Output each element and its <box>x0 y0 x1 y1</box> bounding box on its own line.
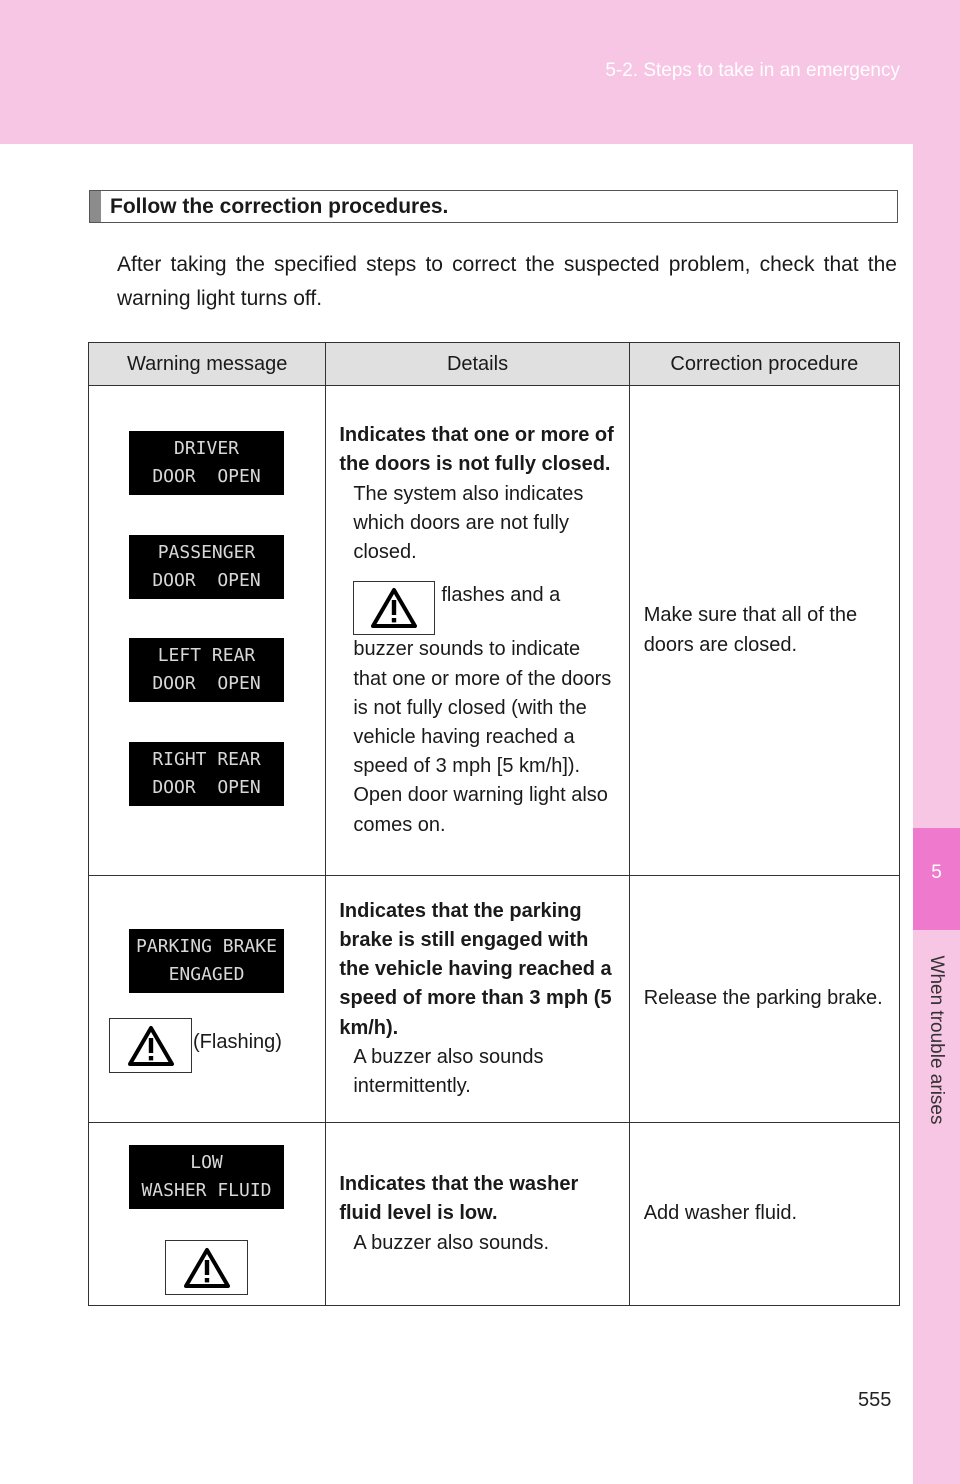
step-heading-box <box>89 190 898 223</box>
table-row-washer-fluid <box>89 1123 900 1306</box>
page-number: 555 <box>858 1389 892 1411</box>
warning-message-cell <box>89 876 326 1123</box>
warning-triangle-icon <box>165 1240 248 1295</box>
lcd-passenger-door-open <box>129 535 284 599</box>
detail-text: A buzzer also sounds. <box>353 1231 550 1254</box>
chapter-side-tab <box>913 144 960 1484</box>
detail-summary: Indicates that the washer fluid level is low. <box>339 1173 579 1225</box>
lcd-line: DOOR OPEN <box>152 570 261 591</box>
lcd-line: RIGHT REAR <box>152 749 261 770</box>
detail-summary: Indicates that one or more of the doors is not fully closed. <box>339 424 614 476</box>
warning-message-cell <box>89 386 326 876</box>
section-title: 5-2. Steps to take in an emergency <box>605 60 900 81</box>
step-heading: Follow the correction procedures. <box>110 195 449 218</box>
flashing-label: (Flashing) <box>193 1031 282 1053</box>
details-cell <box>326 876 629 1123</box>
correction-cell: Add washer fluid. <box>629 1123 899 1306</box>
lcd-right-rear-door-open <box>129 742 284 806</box>
lcd-parking-brake-engaged <box>129 929 284 993</box>
detail-text-with-icon <box>339 581 618 781</box>
correction-cell: Make sure that all of the doors are closed. <box>629 386 899 876</box>
lcd-line: DOOR OPEN <box>152 466 261 487</box>
lcd-left-rear-door-open <box>129 638 284 702</box>
details-cell <box>326 386 629 876</box>
column-header-details: Details <box>326 343 629 386</box>
lcd-line: WASHER FLUID <box>141 1180 272 1201</box>
table-row-door-open <box>89 386 900 876</box>
lcd-line: PARKING BRAKE <box>136 936 277 957</box>
detail-text: Open door warning light also comes on. <box>353 784 608 836</box>
warning-triangle-icon <box>353 581 435 635</box>
warning-message-cell <box>89 1123 326 1306</box>
lcd-line: PASSENGER <box>157 542 256 563</box>
lcd-driver-door-open <box>129 431 284 495</box>
details-cell <box>326 1123 629 1306</box>
column-header-warning-message: Warning message <box>89 343 326 386</box>
detail-text: flashes and a buzzer sounds to indicate that one or more of the doors is not fully closed (with the vehicle having reached a speed of 3 mph [5 km/h]). <box>353 584 612 778</box>
lcd-line: ENGAGED <box>168 964 245 985</box>
detail-text: The system also indicates which doors are not fully closed. <box>353 482 584 564</box>
warning-table <box>88 342 900 1306</box>
intro-paragraph: After taking the specified steps to correct the suspected problem, check that the warning light turns off. <box>117 253 897 310</box>
lcd-line: DOOR OPEN <box>152 777 261 798</box>
lcd-low-washer-fluid <box>129 1145 284 1209</box>
detail-summary: Indicates that the parking brake is still engaged with the vehicle having reached a speed of more than 3 mph (5 km/h). <box>339 899 612 1039</box>
detail-text: A buzzer also sounds intermittently. <box>353 1045 544 1097</box>
table-row-parking-brake <box>89 876 900 1123</box>
lcd-line: DOOR OPEN <box>152 673 261 694</box>
lcd-line: DRIVER <box>173 438 240 459</box>
lcd-line: LOW <box>190 1152 223 1173</box>
lcd-line: LEFT REAR <box>157 645 256 666</box>
column-header-correction: Correction procedure <box>629 343 899 386</box>
warning-triangle-icon <box>109 1018 192 1073</box>
step-heading-bar <box>90 191 101 222</box>
correction-cell: Release the parking brake. <box>629 876 899 1123</box>
chapter-label: When trouble arises <box>926 955 947 1125</box>
chapter-number: 5 <box>931 862 942 883</box>
table-header-row <box>89 343 900 386</box>
